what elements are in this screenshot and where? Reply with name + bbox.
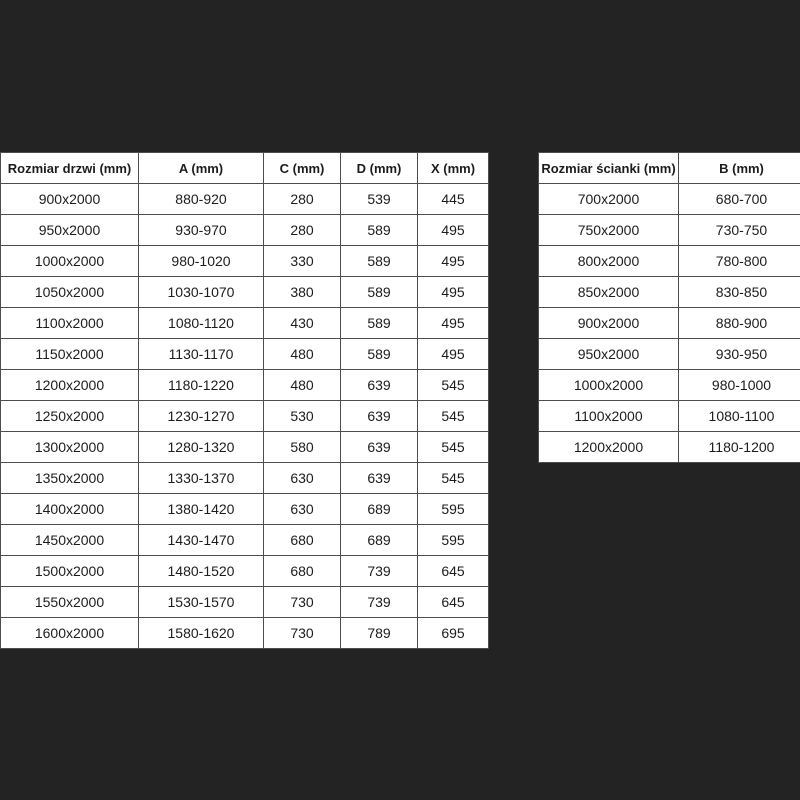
table-row <box>1 308 489 339</box>
table-cell: 495 <box>418 308 489 339</box>
table-cell: 589 <box>341 246 418 277</box>
table-cell: 900x2000 <box>1 184 139 215</box>
table-cell: 630 <box>264 494 341 525</box>
table-cell: 850x2000 <box>539 277 679 308</box>
header-cell: Rozmiar ścianki (mm) <box>539 153 679 184</box>
table-cell: 930-970 <box>139 215 264 246</box>
table-cell: 430 <box>264 308 341 339</box>
table-cell: 545 <box>418 401 489 432</box>
table-cell: 780-800 <box>679 246 800 277</box>
table-row <box>539 246 800 277</box>
table-cell: 730 <box>264 587 341 618</box>
door-size-table <box>0 152 489 649</box>
header-cell: A (mm) <box>139 153 264 184</box>
table-row <box>1 339 489 370</box>
table-row <box>1 370 489 401</box>
table-cell: 639 <box>341 401 418 432</box>
table-cell: 1400x2000 <box>1 494 139 525</box>
table-cell: 589 <box>341 339 418 370</box>
table-row <box>539 184 800 215</box>
table-cell: 1080-1120 <box>139 308 264 339</box>
table-cell: 1100x2000 <box>1 308 139 339</box>
table-cell: 1300x2000 <box>1 432 139 463</box>
table-cell: 1480-1520 <box>139 556 264 587</box>
table-cell: 545 <box>418 370 489 401</box>
table-cell: 539 <box>341 184 418 215</box>
header-cell: X (mm) <box>418 153 489 184</box>
table-row <box>539 215 800 246</box>
table-cell: 739 <box>341 556 418 587</box>
table-cell: 1050x2000 <box>1 277 139 308</box>
table-cell: 680-700 <box>679 184 800 215</box>
table-cell: 589 <box>341 308 418 339</box>
table-cell: 1280-1320 <box>139 432 264 463</box>
table-cell: 1430-1470 <box>139 525 264 556</box>
table-cell: 589 <box>341 215 418 246</box>
table-cell: 645 <box>418 587 489 618</box>
table-cell: 580 <box>264 432 341 463</box>
table-row <box>539 370 800 401</box>
header-row <box>539 153 800 184</box>
table-cell: 1130-1170 <box>139 339 264 370</box>
table-cell: 880-920 <box>139 184 264 215</box>
table-row <box>1 215 489 246</box>
table-cell: 645 <box>418 556 489 587</box>
table-cell: 739 <box>341 587 418 618</box>
table-row <box>539 277 800 308</box>
table-row <box>539 432 800 463</box>
table-cell: 1580-1620 <box>139 618 264 649</box>
table-cell: 1200x2000 <box>539 432 679 463</box>
table-cell: 730-750 <box>679 215 800 246</box>
table-cell: 1030-1070 <box>139 277 264 308</box>
table-row <box>539 401 800 432</box>
table-cell: 789 <box>341 618 418 649</box>
table-cell: 480 <box>264 370 341 401</box>
table-row <box>1 587 489 618</box>
header-cell: Rozmiar drzwi (mm) <box>1 153 139 184</box>
table-cell: 950x2000 <box>539 339 679 370</box>
table-cell: 280 <box>264 184 341 215</box>
table-cell: 689 <box>341 525 418 556</box>
table-row <box>1 463 489 494</box>
table-row <box>1 618 489 649</box>
table-cell: 980-1000 <box>679 370 800 401</box>
table-cell: 630 <box>264 463 341 494</box>
table-cell: 530 <box>264 401 341 432</box>
table-cell: 730 <box>264 618 341 649</box>
table-row <box>1 432 489 463</box>
table-row <box>539 308 800 339</box>
table-cell: 280 <box>264 215 341 246</box>
table-cell: 589 <box>341 277 418 308</box>
table-row <box>1 525 489 556</box>
table-cell: 1550x2000 <box>1 587 139 618</box>
table-cell: 1530-1570 <box>139 587 264 618</box>
table-cell: 330 <box>264 246 341 277</box>
table-cell: 495 <box>418 277 489 308</box>
table-row <box>1 494 489 525</box>
table-row <box>1 556 489 587</box>
table-cell: 900x2000 <box>539 308 679 339</box>
table-cell: 1180-1220 <box>139 370 264 401</box>
table-cell: 545 <box>418 432 489 463</box>
table-cell: 830-850 <box>679 277 800 308</box>
table-cell: 639 <box>341 432 418 463</box>
table-row <box>1 246 489 277</box>
table-cell: 1100x2000 <box>539 401 679 432</box>
header-cell: C (mm) <box>264 153 341 184</box>
table-cell: 930-950 <box>679 339 800 370</box>
table-cell: 1150x2000 <box>1 339 139 370</box>
table-cell: 700x2000 <box>539 184 679 215</box>
table-cell: 950x2000 <box>1 215 139 246</box>
table-cell: 1000x2000 <box>1 246 139 277</box>
table-cell: 680 <box>264 556 341 587</box>
wall-panel-size-table <box>538 152 800 463</box>
table-cell: 1250x2000 <box>1 401 139 432</box>
header-row <box>1 153 489 184</box>
table-cell: 380 <box>264 277 341 308</box>
header-cell: D (mm) <box>341 153 418 184</box>
table-cell: 1500x2000 <box>1 556 139 587</box>
table-cell: 595 <box>418 494 489 525</box>
table-cell: 1200x2000 <box>1 370 139 401</box>
table-cell: 1380-1420 <box>139 494 264 525</box>
table-cell: 445 <box>418 184 489 215</box>
table-cell: 495 <box>418 246 489 277</box>
table-cell: 480 <box>264 339 341 370</box>
table-cell: 1000x2000 <box>539 370 679 401</box>
table-row <box>1 277 489 308</box>
table-cell: 750x2000 <box>539 215 679 246</box>
table-cell: 1230-1270 <box>139 401 264 432</box>
table-cell: 689 <box>341 494 418 525</box>
table-cell: 1600x2000 <box>1 618 139 649</box>
table-cell: 1080-1100 <box>679 401 800 432</box>
table-cell: 639 <box>341 463 418 494</box>
table-cell: 1180-1200 <box>679 432 800 463</box>
table-row <box>1 184 489 215</box>
table-cell: 639 <box>341 370 418 401</box>
table-cell: 495 <box>418 339 489 370</box>
table-cell: 880-900 <box>679 308 800 339</box>
table-cell: 495 <box>418 215 489 246</box>
table-cell: 595 <box>418 525 489 556</box>
header-cell: B (mm) <box>679 153 800 184</box>
table-cell: 800x2000 <box>539 246 679 277</box>
table-cell: 545 <box>418 463 489 494</box>
table-cell: 695 <box>418 618 489 649</box>
table-cell: 980-1020 <box>139 246 264 277</box>
table-cell: 1350x2000 <box>1 463 139 494</box>
table-cell: 680 <box>264 525 341 556</box>
table-cell: 1450x2000 <box>1 525 139 556</box>
table-row <box>1 401 489 432</box>
table-cell: 1330-1370 <box>139 463 264 494</box>
table-row <box>539 339 800 370</box>
